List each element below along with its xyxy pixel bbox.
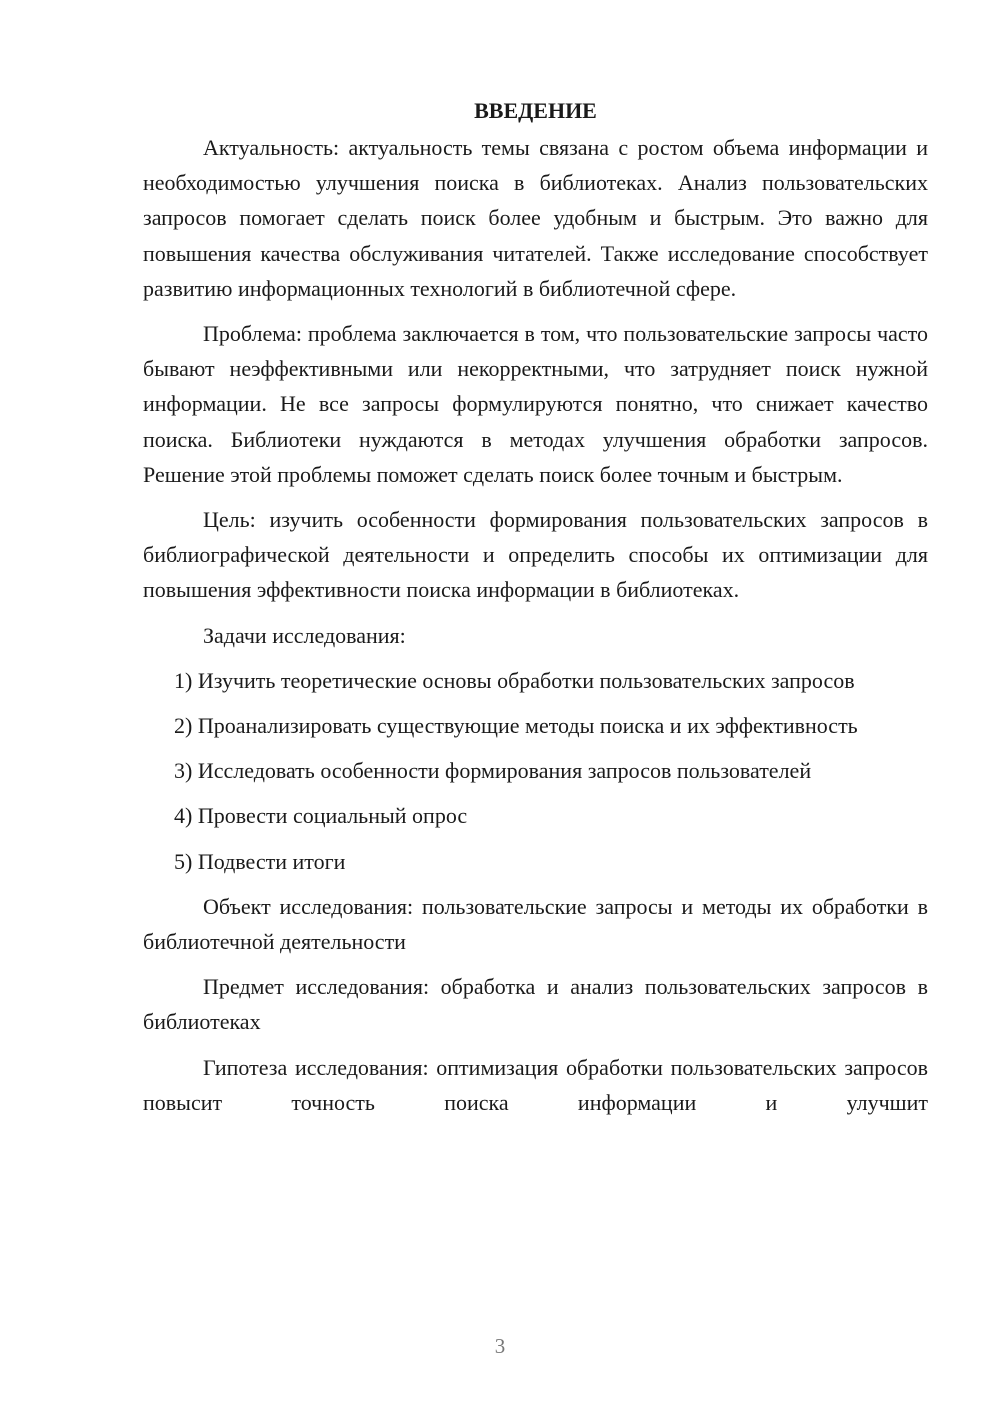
paragraph-goal: Цель: изучить особенности формирования пользовательских запросов в библиографической деятельности и определить способы их оптимизации для повышения эффективности поиска информации в библиотеках. bbox=[143, 507, 928, 603]
list-item: 4) Провести социальный опрос bbox=[174, 803, 468, 829]
paragraph-relevance: Актуальность: актуальность темы связана с ростом объема информации и необходимостью улучшения поиска в библиотеках. Анализ пользовательских запросов помогает сделать поиск более удобным и быстрым. Это важно для повышения качества обслуживания читателей. Также исследование способствует развитию информационных технологий в библиотечной сфере. bbox=[143, 135, 928, 301]
tasks-heading: Задачи исследования: bbox=[203, 622, 406, 648]
list-item: 1) Изучить теоретические основы обработки пользовательских запросов bbox=[174, 667, 855, 693]
paragraph-problem: Проблема: проблема заключается в том, что пользовательские запросы часто бывают неэффективными или некорректными, что затрудняет поиск нужной информации. Не все запросы формулируются понятно, что снижает качество поиска. Библиотеки нуждаются в методах улучшения обработки запросов. Решение этой проблемы поможет сделать поиск более точным и быстрым. bbox=[143, 321, 928, 487]
section-title: ВВЕДЕНИЕ bbox=[474, 98, 597, 123]
document-page bbox=[143, 96, 928, 1130]
paragraph-subject: Предмет исследования: обработка и анализ пользовательских запросов в библиотеках bbox=[143, 974, 928, 1035]
paragraph-object: Объект исследования: пользовательские запросы и методы их обработки в библиотечной деятельности bbox=[143, 893, 928, 955]
list-item: 5) Подвести итоги bbox=[174, 848, 346, 874]
paragraph-hypothesis: Гипотеза исследования: оптимизация обработки пользовательских запросов повысит точность поиска информации и улучшит bbox=[143, 1054, 928, 1115]
page-number: 3 bbox=[494, 1334, 506, 1358]
list-item: 2) Проанализировать существующие методы поиска и их эффективность bbox=[174, 713, 858, 739]
list-item: 3) Исследовать особенности формирования запросов пользователей bbox=[174, 758, 812, 784]
